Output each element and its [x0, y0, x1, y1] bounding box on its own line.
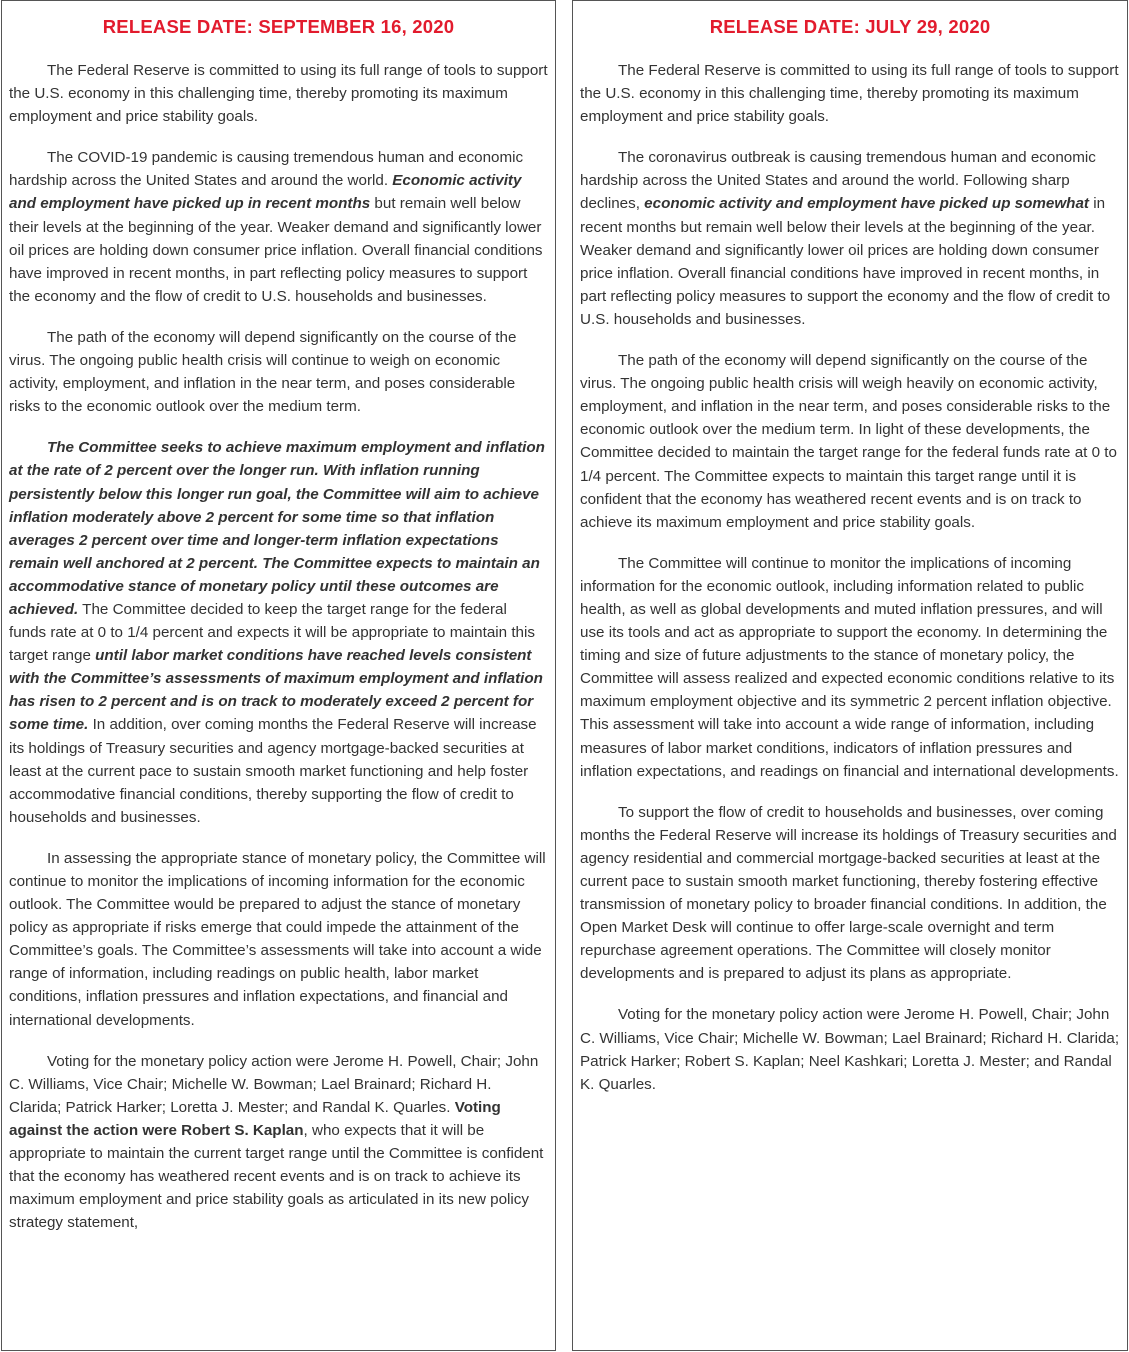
statement-paragraph [580, 59, 1120, 128]
statement-body [580, 59, 1120, 1096]
paragraph-text: To support the flow of credit to households and businesses, over coming months the Federal Reserve will increase its holdings of Treasury securities and agency residential and commercial mortgage-backed securities at least at the current pace to sustain smooth market functioning, thereby fostering effective transmission of monetary policy to broader financial conditions. In addition, the Open Market Desk will continue to offer large-scale overnight and term repurchase agreement operations. The Committee will closely monitor developments and is prepared to adjust its plans as appropriate. [580, 803, 1117, 983]
emphasized-text: economic activity and employment have picked up somewhat [644, 195, 1089, 213]
paragraph-text: in recent months but remain well below their levels at the beginning of the year. Weaker demand and significantly lower oil prices are holding down consumer price inflation. Overall financial conditions have improved in recent months, in part reflecting policy measures to support the economy and the flow of credit to U.S. households and businesses. [580, 195, 1111, 328]
paragraph-text: The COVID-19 pandemic is causing tremendous human and economic hardship across the United States and around the world. [9, 149, 524, 190]
statement-body [9, 59, 548, 1234]
bold-text: Voting against the action were Robert S. Kaplan [9, 1098, 501, 1139]
statement-paragraph [580, 146, 1120, 331]
paragraph-text: The Committee will continue to monitor the implications of incoming information for the economic outlook, including information related to public health, as well as global developments and muted inflation pressures, and will use its tools and act as appropriate to support the economy. In determining the timing and size of future adjustments to the stance of monetary policy, the Committee will assess realized and expected economic conditions relative to its maximum employment objective and its symmetric 2 percent inflation objective. This assessment will take into account a wide range of information, including measures of labor market conditions, indicators of inflation pressures and inflation expectations, and readings on financial and international developments. [580, 554, 1119, 780]
paragraph-text: but remain well below their levels at the beginning of the year. Weaker demand and significantly lower oil prices are holding down consumer price inflation. Overall financial conditions have improved in recent months, in part reflecting policy measures to support the economy and the flow of credit to U.S. households and businesses. [9, 195, 543, 305]
paragraph-text: In addition, over coming months the Federal Reserve will increase its holdings of Treasury securities and agency mortgage-backed securities at least at the current pace to sustain smooth market functioning and help foster accommodative financial conditions, thereby supporting the flow of credit to households and businesses. [9, 716, 537, 826]
statement-paragraph [9, 59, 548, 128]
statement-paragraph [580, 552, 1120, 783]
statement-paragraph [9, 847, 548, 1032]
paragraph-text: Voting for the monetary policy action were Jerome H. Powell, Chair; John C. Williams, Vice Chair; Michelle W. Bowman; Lael Brainard; Richard H. Clarida; Patrick Harker; Robert S. Kaplan; Neel Kashkari; Loretta J. Mester; and Randal K. Quarles. [580, 1006, 1120, 1093]
statement-paragraph [9, 1050, 548, 1235]
paragraph-text: The Federal Reserve is committed to using its full range of tools to support the U.S. economy in this challenging time, thereby promoting its maximum employment and price stability goals. [9, 62, 548, 126]
paragraph-text: Voting for the monetary policy action were Jerome H. Powell, Chair; John C. Williams, Vice Chair; Michelle W. Bowman; Lael Brainard; Richard H. Clarida; Patrick Harker; Loretta J. Mester; and Randal K. Quarles. [9, 1052, 539, 1116]
statement-paragraph [9, 436, 548, 829]
emphasized-text: until labor market conditions have reached levels consistent with the Committee’s assessments of maximum employment and inflation has risen to 2 percent and is on track to moderately exceed 2 percent for some time. [9, 647, 543, 734]
paragraph-text: The path of the economy will depend significantly on the course of the virus. The ongoing public health crisis will weigh heavily on economic activity, employment, and inflation in the near term, and poses considerable risks to the economic outlook over the medium term. In light of these developments, the Committee decided to maintain the target range for the federal funds rate at 0 to 1/4 percent. The Committee expects to maintain this target range until it is confident that the economy has weathered recent events and is on track to achieve its maximum employment and price stability goals. [580, 352, 1117, 531]
statement-column-july [572, 0, 1128, 1351]
paragraph-text: The coronavirus outbreak is causing tremendous human and economic hardship across the United States and around the world. Following sharp declines, [580, 149, 1096, 213]
paragraph-text: The Committee decided to keep the target range for the federal funds rate at 0 to 1/4 percent and expects it will be appropriate to maintain this target range [9, 600, 535, 665]
paragraph-text: The Federal Reserve is committed to using its full range of tools to support the U.S. economy in this challenging time, thereby promoting its maximum employment and price stability goals. [580, 62, 1119, 126]
statement-paragraph [580, 801, 1120, 986]
statement-paragraph [580, 349, 1120, 534]
paragraph-text: The path of the economy will depend significantly on the course of the virus. The ongoing public health crisis will continue to weigh on economic activity, employment, and inflation in the near term, and poses considerable risks to the economic outlook over the medium term. [9, 328, 517, 416]
paragraph-text: In assessing the appropriate stance of monetary policy, the Committee will continue to monitor the implications of incoming information for the economic outlook. The Committee would be prepared to adjust the stance of monetary policy as appropriate if risks emerge that could impede the attainment of the Committee’s goals. The Committee’s assessments will take into account a wide range of information, including readings on public health, labor market conditions, inflation pressures and inflation expectations, and financial and international developments. [9, 849, 546, 1029]
release-date-title: RELEASE DATE: SEPTEMBER 16, 2020 [102, 16, 455, 37]
paragraph-text: , who expects that it will be appropriate to maintain the current target range until the Committee is confident that the economy has weathered recent events and is on track to achieve its maximum employment and price stability goals as articulated in its new policy strategy statement, [9, 1121, 544, 1232]
statement-paragraph [580, 1003, 1120, 1095]
emphasized-text: The Committee seeks to achieve maximum employment and inflation at the rate of 2 percent over the longer run. With inflation running persistently below this longer run goal, the Committee will aim to achieve inflation moderately above 2 percent for some time so that inflation averages 2 percent over time and longer-term inflation expectations remain well anchored at 2 percent. The Committee expects to maintain an accommodative stance of monetary policy until these outcomes are achieved. [9, 439, 545, 618]
release-date-title: RELEASE DATE: JULY 29, 2020 [709, 16, 991, 37]
statement-paragraph [9, 326, 548, 418]
statement-paragraph [9, 146, 548, 308]
emphasized-text: Economic activity and employment have picked up in recent months [9, 172, 522, 213]
statement-column-september [1, 0, 556, 1351]
